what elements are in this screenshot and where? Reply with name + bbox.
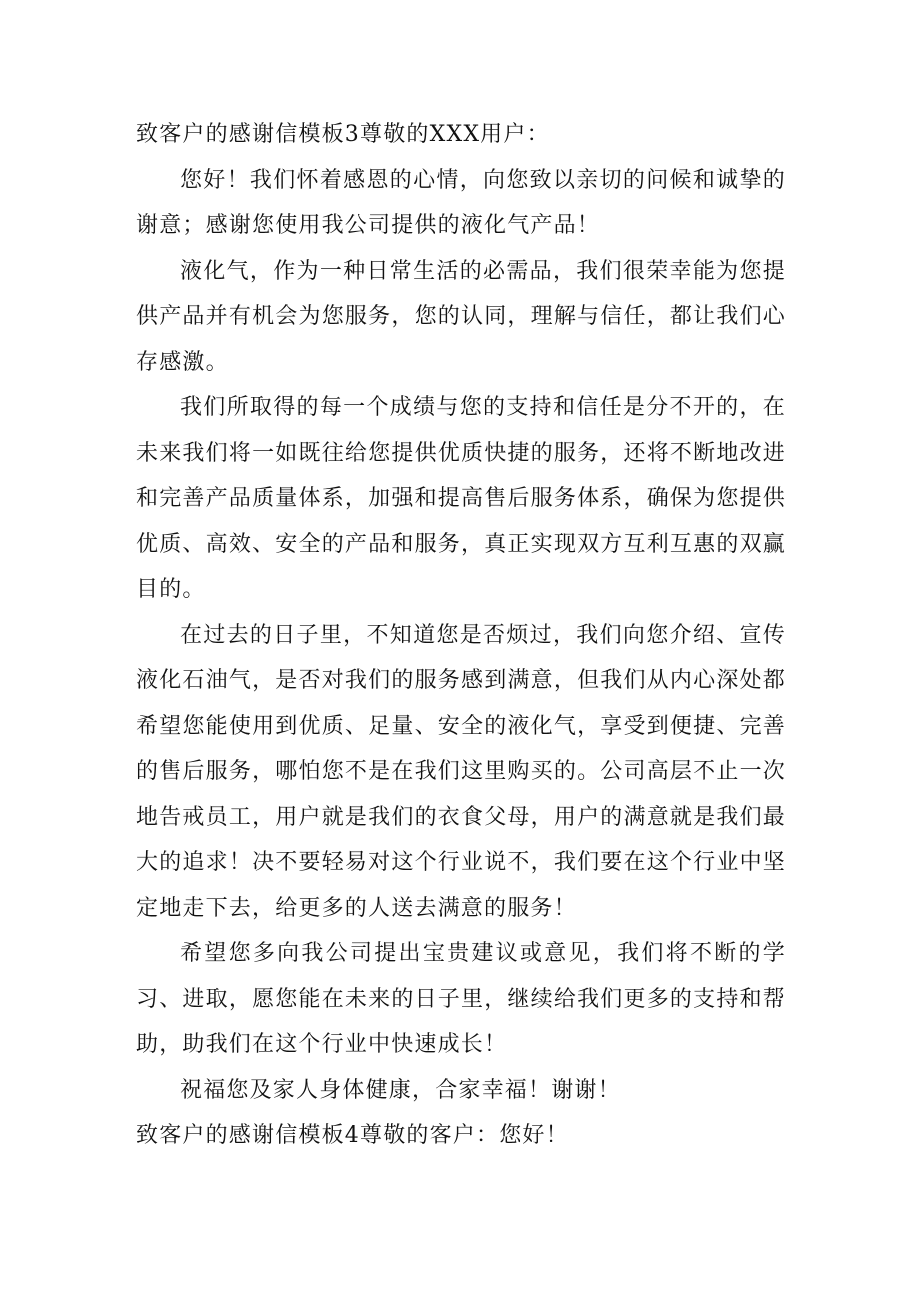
paragraph-achievements: 我们所取得的每一个成绩与您的支持和信任是分不开的，在未来我们将一如既往给您提供优质快捷的服务，还将不断地改进和完善产品质量体系，加强和提高售后服务体系，确保为您提供优质、高效、安全的产品和服务，真正实现双方互利互惠的双赢目的。 [136, 395, 786, 602]
template3-heading: 致客户的感谢信模板3尊敬的XXX用户： [136, 122, 550, 147]
paragraph-lpg-intro: 液化气，作为一种日常生活的必需品，我们很荣幸能为您提供产品并有机会为您服务，您的认同，理解与信任，都让我们心存感激。 [136, 258, 786, 375]
letter-body [136, 112, 786, 1159]
template4-heading: 致客户的感谢信模板4尊敬的客户：您好！ [136, 1123, 569, 1148]
paragraph-blessing: 祝福您及家人身体健康，合家幸福！谢谢！ [180, 1077, 621, 1103]
paragraph-greeting: 您好！我们怀着感恩的心情，向您致以亲切的问候和诚挚的谢意；感谢您使用我公司提供的液化气产品！ [136, 167, 786, 238]
paragraph-suggestions: 希望您多向我公司提出宝贵建议或意见，我们将不断的学习、进取，愿您能在未来的日子里，继续给我们更多的支持和帮助，助我们在这个行业中快速成长！ [136, 941, 786, 1057]
paragraph-past-days: 在过去的日子里，不知道您是否烦过，我们向您介绍、宣传液化石油气，是否对我们的服务感到满意，但我们从内心深处都希望您能使用到优质、足量、安全的液化气，享受到便捷、完善的售后服务，哪怕您不是在我们这里购买的。公司高层不止一次地告戒员工，用户就是我们的衣食父母，用户的满意就是我们最大的追求！决不要轻易对这个行业说不，我们要在这个行业中坚定地走下去，给更多的人送去满意的服务！ [136, 622, 786, 921]
